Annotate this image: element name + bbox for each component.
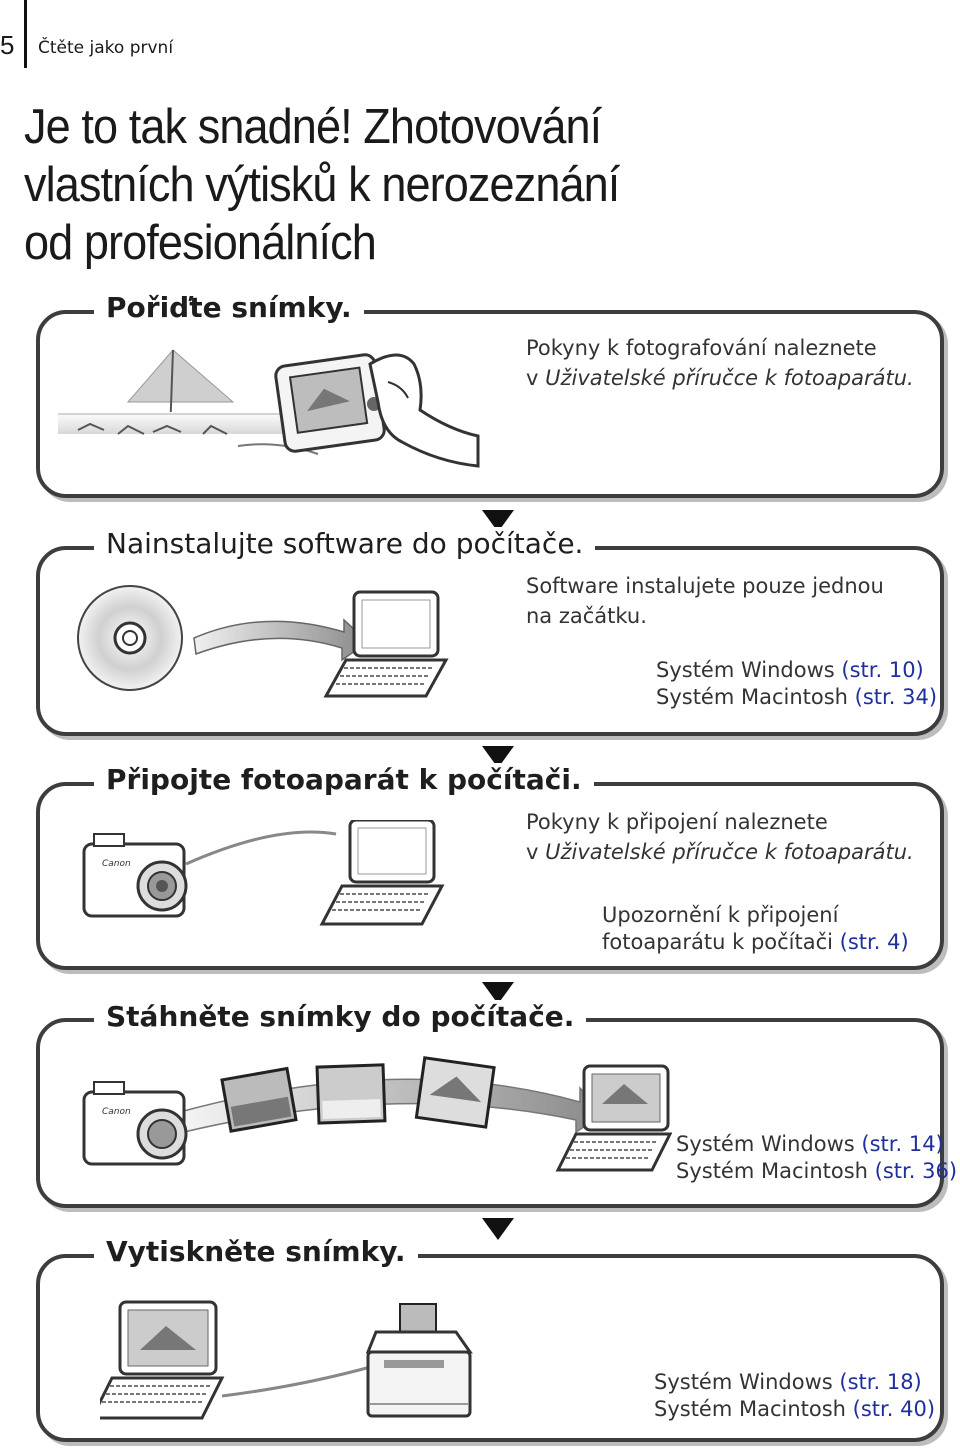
reference-label: Systém Macintosh [676, 1159, 875, 1183]
user-guide-reference: Uživatelské příručce k fotoaparátu. [545, 840, 914, 864]
reference-label: Systém Windows [654, 1370, 840, 1394]
step-3-description-prefix: v [526, 840, 546, 864]
note-line-1: Upozornění k připojení [602, 903, 839, 927]
reference-label: Systém Macintosh [656, 685, 855, 709]
step-3-heading: Připojte fotoaparát k počítači. [94, 763, 594, 796]
page-link[interactable]: (str. 4) [839, 930, 909, 954]
beach-photo-camera-in-hand-icon [58, 342, 488, 470]
user-guide-reference: Uživatelské příručce k fotoaparátu. [545, 366, 914, 390]
reference-label: Systém Windows [656, 658, 842, 682]
step-1-description-prefix: v [526, 366, 546, 390]
page-link[interactable]: (str. 18) [839, 1370, 922, 1394]
page-link[interactable]: (str. 34) [854, 685, 938, 709]
reference-label: Systém Macintosh [654, 1397, 853, 1421]
page-number: 5 [0, 30, 15, 60]
step-3-description-line-1: Pokyny k připojení naleznete [526, 810, 828, 834]
step-2-references [656, 657, 937, 711]
reference-macintosh [654, 1396, 935, 1423]
step-1-description [526, 333, 914, 393]
page-title-line-2: vlastních výtisků k nerozeznání [24, 158, 620, 212]
reference-windows [656, 657, 937, 684]
note-label: fotoaparátu k počítači [602, 930, 840, 954]
step-1-description-line-2 [526, 363, 914, 393]
page-link[interactable]: (str. 36) [874, 1159, 958, 1183]
step-1-heading: Pořiďte snímky. [94, 291, 364, 324]
step-4-references [676, 1131, 957, 1185]
step-4-heading: Stáhněte snímky do počítače. [94, 1000, 586, 1033]
reference-macintosh [656, 684, 937, 711]
step-2-description [526, 571, 884, 631]
camera-and-laptop-icon [80, 820, 450, 932]
camera-photos-to-laptop-icon [80, 1052, 672, 1188]
step-2-heading: Nainstalujte software do počítače. [94, 527, 595, 560]
note-line-2 [602, 929, 909, 956]
reference-windows [676, 1131, 957, 1158]
page-title [24, 98, 870, 272]
step-1-description-line-1: Pokyny k fotografování naleznete [526, 336, 877, 360]
step-2-description-line-1: Software instalujete pouze jednou [526, 574, 884, 598]
page-title-line-1: Je to tak snadné! Zhotovování [24, 100, 602, 154]
reference-windows [654, 1369, 935, 1396]
step-2-description-line-2: na začátku. [526, 604, 647, 628]
header-divider [24, 0, 27, 68]
step-5-heading: Vytiskněte snímky. [94, 1235, 418, 1268]
laptop-and-printer-icon [100, 1296, 474, 1426]
cd-to-laptop-icon [76, 584, 450, 714]
reference-macintosh [676, 1158, 957, 1185]
page-link[interactable]: (str. 14) [861, 1132, 944, 1156]
down-arrow-icon [482, 1218, 514, 1240]
step-3-description-line-2 [526, 837, 914, 867]
section-title: Čtěte jako první [38, 38, 174, 58]
svg-text:Canon: Canon [102, 859, 131, 869]
page-title-line-3: od profesionálních [24, 216, 376, 270]
step-3-note [602, 902, 909, 956]
step-5-references [654, 1369, 935, 1423]
page-link[interactable]: (str. 40) [852, 1397, 936, 1421]
svg-text:Canon: Canon [102, 1107, 131, 1117]
step-3-description [526, 807, 914, 867]
page-link[interactable]: (str. 10) [841, 658, 924, 682]
reference-label: Systém Windows [676, 1132, 862, 1156]
